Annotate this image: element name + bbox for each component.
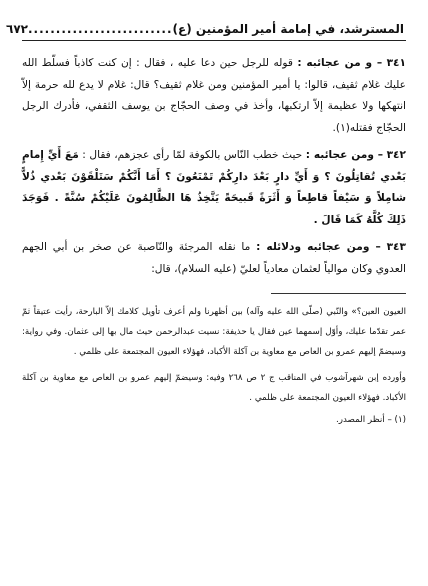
page-number: ٦٧٢ xyxy=(6,22,28,36)
paragraph-text: حيث خطب النّاس بالكوفة لمّا رأى عجزهم، فقال : xyxy=(82,149,303,161)
paragraph-lead: – ومن عجائبه : xyxy=(305,149,384,161)
main-text xyxy=(22,53,406,280)
header-title: المسترشد، في إمامة أمير المؤمنين (ع) xyxy=(172,22,404,36)
header-dot-leader: .......................... xyxy=(28,22,173,36)
running-header xyxy=(6,22,406,41)
paragraph-number: ٣٤٣ xyxy=(386,241,406,253)
footnotes xyxy=(22,302,406,430)
paragraph-number: ٣٤٢ xyxy=(386,149,406,161)
paragraph-343 xyxy=(22,237,406,280)
paragraph-341 xyxy=(22,53,406,139)
paragraph-342 xyxy=(22,145,406,231)
footnote-separator xyxy=(271,293,406,294)
footnote-1: (١) – أنظر المصدر. xyxy=(336,415,406,425)
paragraph-lead: – ومن عجائبه ودلائله : xyxy=(256,241,381,253)
footnote-source-note: وأورده إبن شهرآشوب في المناقب ج ٢ ص ٢٦٨ وفيه: وسيضمّ إليهم عمرو بن العاص مع معاوية بن آكلة الأكباد. فهؤلاء العيون المجتمعة على ظلمي . xyxy=(22,373,406,403)
footnote-continuation: العيون العين؟» والنّبي (صلّى الله عليه وآله) بين أظهرنا ولم أعرف تأويل كلامك إلاّ البارحة، رأيت عتيقاً ثمّ عمر تقدّما عليك، وأوّل إسمهما عين فقال يا حذيفة: نسيت عبدالرحمن حيث مال بها إلى عثمان. وفي رواية: وسيضمّ إليهم عمرو بن العاص مع معاوية بن آكلة الأكباد، فهؤلاء العيون المجتمعة على ظلمي . xyxy=(22,307,406,357)
paragraph-number: ٣٤١ xyxy=(386,57,406,69)
paragraph-lead: – و من عجائبه : xyxy=(297,57,383,69)
paragraph-text: ما نقله المرجئة والنّاصبة عن صخر بن أبي الجهم العدوي وكان موالياً لعثمان معادياً لعليّ (عليه السلام)، قال: xyxy=(22,241,406,275)
paragraph-text: قوله للرجل حين دعا عليه ، فقال : إن كنت كاذباً فسلّط الله عليك غلام ثقيف، قالوا: يا أمير المؤمنين ومن غلام ثقيف؟ قال: غلام لا يدع لله حرمة إلاّ انتهكها ولا عظيمة إلاّ ارتكبها، وأخذ في وصف الحجّاج بن يوسف الثقفي، فأدرك الرجل الحجّاج فقتله(١). xyxy=(22,57,406,134)
sermon-quote: مَعَ أَيِّ إِمامٍ بَعْدي تُقاتِلُونَ ؟ وَ أَيِّ دارٍ بَعْدَ دارِكُمْ تَمْنَعُونَ ؟ أَمَا أَنَّكُمْ سَتَلْقَوْنَ بَعْدي ذُلاًّ شامِلاً وَ سَيْفاً قاطِعاً وَ أَثَرَةً قَبيحَةً يَتَّخِذُ هَا الظَّالِمُونَ عَلَيْكُمْ سُنَّةً . فَوَجَدَ ذَلِكَ كُلَّهُ كَمَا قَالَ . xyxy=(22,149,406,226)
